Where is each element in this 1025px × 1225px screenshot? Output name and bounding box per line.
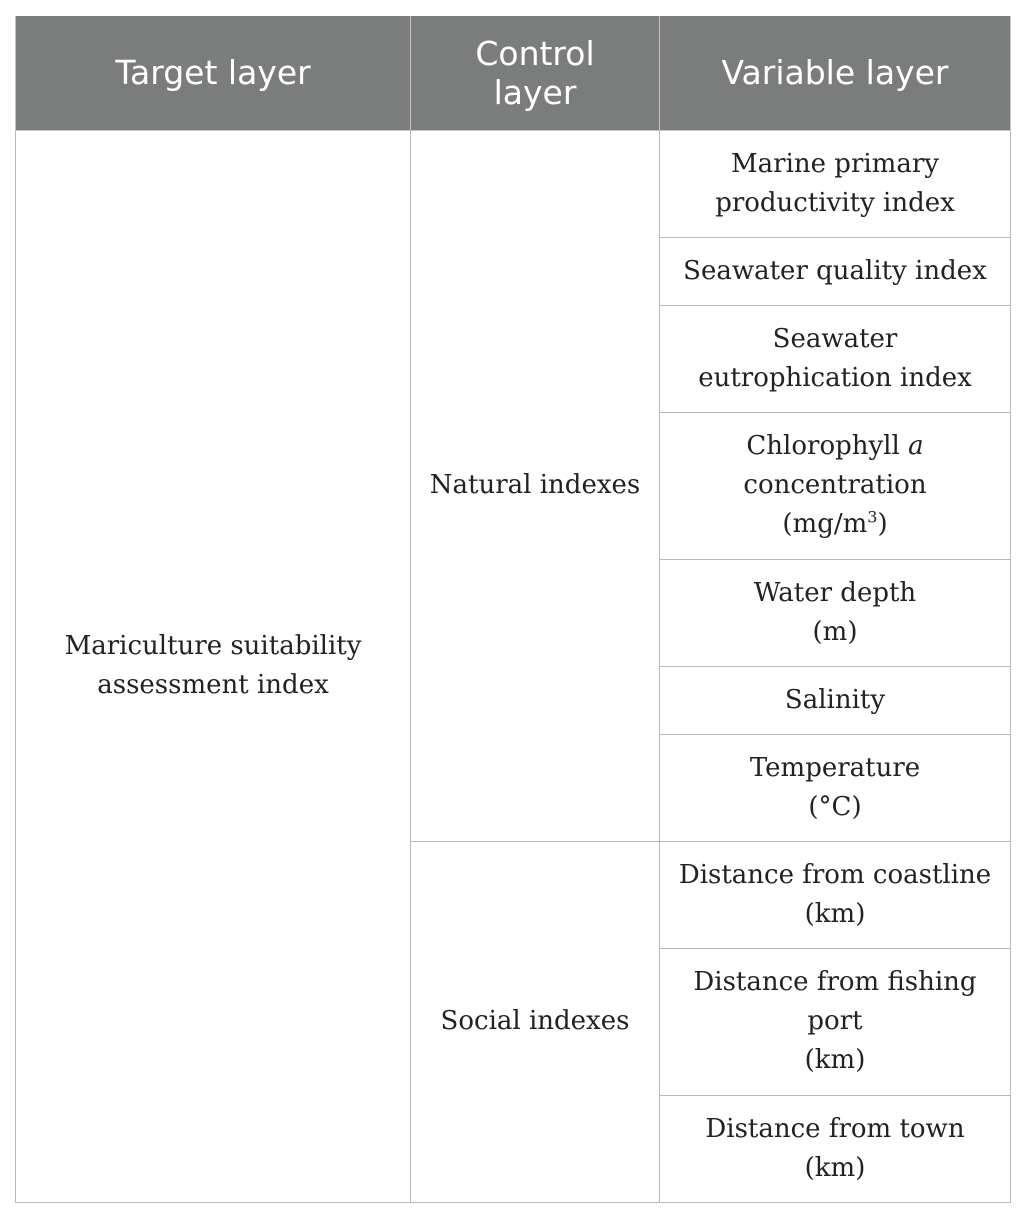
variable-cell: Distance from town (km) (660, 1095, 1011, 1202)
variable-cell: Distance from coastline (km) (660, 841, 1011, 948)
index-table (15, 16, 1011, 1203)
variable-cell: Distance from fishing port (km) (660, 948, 1011, 1095)
variable-cell: Salinity (660, 666, 1011, 734)
header-target-layer: Target layer (16, 16, 411, 130)
header-control-layer: Control layer (411, 16, 660, 130)
target-cell: Mariculture suitability assessment index (16, 130, 411, 1202)
variable-cell: Seawater quality index (660, 237, 1011, 305)
control-natural-cell: Natural indexes (411, 130, 660, 841)
variable-cell: Chlorophyll a concentration $(mg/m^3)$ (660, 412, 1011, 559)
variable-cell: Seawater eutrophication index (660, 305, 1011, 412)
variable-cell: Water depth (m) (660, 559, 1011, 666)
control-social-cell: Social indexes (411, 841, 660, 1202)
header-variable-layer: Variable layer (660, 16, 1011, 130)
variable-cell: Marine primary productivity index (660, 130, 1011, 237)
header-row (16, 16, 1011, 130)
table-row (16, 130, 1011, 237)
variable-cell: Temperature (°C) (660, 734, 1011, 841)
